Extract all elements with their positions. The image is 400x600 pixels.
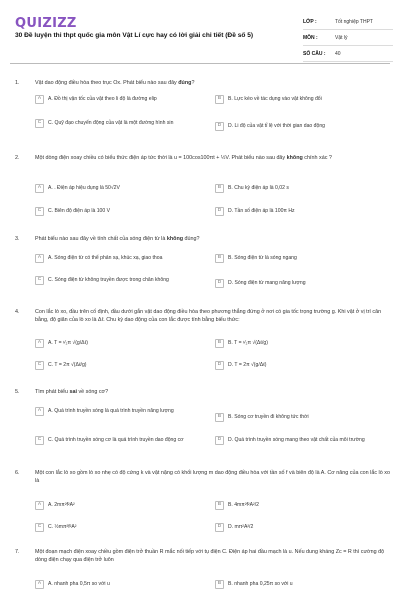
meta-row-subject <box>303 30 393 46</box>
meta-row-class <box>303 14 393 30</box>
header-divider <box>10 63 390 64</box>
question-text: Phát biểu nào sau đây về tính chất của sóng điện từ là không đúng? <box>35 236 200 242</box>
option-text: D. Tần số điện áp là 100π Hz <box>228 208 295 214</box>
header <box>0 0 400 58</box>
option-text: A. T = ¹⁄₂π √(g/Δℓ) <box>48 340 88 346</box>
question-text: Một con lắc lò xo gồm lò xo nhẹ có độ cứng k và vật nặng có khối lượng m dao động điều hòa với tần số f và biên độ là A. Cơ năng của con lắc lò xo là <box>35 470 390 484</box>
option-b[interactable] <box>215 185 378 193</box>
option-text: C. ½mπ²f²A² <box>48 524 77 530</box>
option-letter: A <box>35 95 44 104</box>
option-text: C. Biên độ điện áp là 100 V <box>48 208 111 214</box>
option-text: B. nhanh pha 0,25π so với u <box>228 581 293 587</box>
question-text: Vật dao động điều hòa theo trục Ox. Phát biểu nào sau đây đúng? <box>35 80 195 86</box>
option-letter: A <box>35 339 44 348</box>
option-text: B. Sóng cơ truyền đi không tức thời <box>228 414 309 420</box>
option-text: C. Quỹ đạo chuyển động của vật là một đường hình sin <box>48 120 174 126</box>
option-d[interactable] <box>215 208 378 216</box>
option-letter: C <box>35 207 44 216</box>
option-d[interactable] <box>215 362 378 370</box>
meta-key: LỚP : <box>303 18 317 25</box>
question-number: 3. <box>15 236 20 242</box>
option-letter: B <box>215 339 224 348</box>
option-b[interactable] <box>215 340 378 348</box>
option-a[interactable] <box>35 502 198 510</box>
option-letter: A <box>35 407 44 416</box>
question-number: 5. <box>15 389 20 395</box>
question-text: Con lắc lò xo, đầu trên cố định, đầu dưới gắn vật dao động điều hòa theo phương thẳng đứng ở nơi có gia tốc trọng trường g. Khi vật ở vị trí cân bằng, độ giãn của lò xo là Δℓ. Chu kỳ dao động của con lắc được tính bằng biểu thức: <box>35 309 382 323</box>
option-a[interactable] <box>35 408 198 416</box>
option-a[interactable] <box>35 255 198 263</box>
meta-key: SỐ CÂU : <box>303 50 326 57</box>
option-letter: A <box>35 254 44 263</box>
option-text: B. 4mπ²f²A²/2 <box>228 502 259 508</box>
option-text: B. Lực kéo về tác dụng vào vật không đổi <box>228 96 322 102</box>
option-text: A. nhanh pha 0,5π so với u <box>48 581 110 587</box>
option-letter: B <box>215 184 224 193</box>
meta-value: 40 <box>335 50 341 57</box>
option-d[interactable] <box>215 280 378 288</box>
option-text: D. Sóng điện từ mang năng lượng <box>228 280 306 286</box>
option-text: A. . Điện áp hiệu dụng là 50√2V <box>48 185 120 191</box>
option-letter: B <box>215 501 224 510</box>
question-number: 2. <box>15 155 20 161</box>
option-d[interactable] <box>215 524 378 532</box>
option-text: A. Quá trình truyền sóng là quá trình truyền năng lượng <box>48 408 174 414</box>
option-c[interactable] <box>35 120 198 128</box>
option-c[interactable] <box>35 524 198 532</box>
option-letter: A <box>35 580 44 589</box>
option-d[interactable] <box>215 123 378 131</box>
option-letter: D <box>215 361 224 370</box>
brand-logo: QUIZIZZ <box>15 16 77 31</box>
option-text: A. 2mπ²f²A² <box>48 502 75 508</box>
option-letter: D <box>215 207 224 216</box>
option-text: B. T = ¹⁄₂π √(Δℓ/g) <box>228 340 268 346</box>
option-letter: B <box>215 413 224 422</box>
option-letter: D <box>215 122 224 131</box>
option-letter: D <box>215 279 224 288</box>
option-text: D. Quá trình truyền sóng mang theo vật chất của môi trường <box>228 437 365 443</box>
option-a[interactable] <box>35 581 198 589</box>
meta-value: Vật lý <box>335 34 348 41</box>
option-text: C. Quá trình truyền sóng cơ là quá trình truyền dao động cơ <box>48 437 184 443</box>
option-text: C. Sóng điện từ không truyền được trong chân không <box>48 277 169 283</box>
option-c[interactable] <box>35 437 198 445</box>
option-text: B. Sóng điện từ là sóng ngang <box>228 255 297 261</box>
option-text: D. mπ²A²/2 <box>228 524 254 530</box>
option-text: D. T = 2π √(g/Δℓ) <box>228 362 267 368</box>
question-text: Một đoạn mạch điện xoay chiều gồm điện trở thuần R mắc nối tiếp với tụ điện C. Điện áp hai đầu mạch là u. Nếu dung kháng Zc = R thì cường độ dòng điện chạy qua điện trở luôn <box>35 549 385 563</box>
question-number: 7. <box>15 549 20 555</box>
option-letter: C <box>35 361 44 370</box>
option-letter: A <box>35 184 44 193</box>
option-c[interactable] <box>35 277 198 285</box>
option-a[interactable] <box>35 185 198 193</box>
quiz-title: 30 Đề luyện thi thpt quốc gia môn Vật Lí cực hay có lời giải chi tiết (Đề số 5) <box>15 32 254 39</box>
option-text: A. Sóng điện từ có thể phản xạ, khúc xạ, giao thoa <box>48 255 163 261</box>
question-text: Tìm phát biểu sai về sóng cơ? <box>35 389 109 395</box>
option-letter: B <box>215 580 224 589</box>
option-c[interactable] <box>35 362 198 370</box>
option-letter: B <box>215 254 224 263</box>
question-number: 4. <box>15 309 20 315</box>
option-letter: B <box>215 95 224 104</box>
option-b[interactable] <box>215 255 378 263</box>
option-letter: A <box>35 501 44 510</box>
meta-value: Tốt nghiệp THPT <box>335 18 373 25</box>
option-letter: D <box>215 436 224 445</box>
meta-key: MÔN : <box>303 34 318 41</box>
option-text: C. T = 2π √(Δℓ/g) <box>48 362 87 368</box>
option-text: B. Chu kỳ điện áp là 0,02 s <box>228 185 289 191</box>
meta-table <box>303 14 393 62</box>
option-b[interactable] <box>215 581 378 589</box>
option-text: A. Đồ thị vận tốc của vật theo li độ là đường elip <box>48 96 157 102</box>
question-text: Một dòng điện xoay chiều có biểu thức điện áp tức thời là u = 100cos100πt + ½V. Phát biểu nào sau đây không chính xác ? <box>35 155 332 161</box>
question-number: 1. <box>15 80 20 86</box>
option-letter: C <box>35 276 44 285</box>
option-b[interactable] <box>215 96 378 104</box>
option-text: D. Li độ của vật tỉ lệ với thời gian dao động <box>228 123 326 129</box>
option-letter: C <box>35 119 44 128</box>
option-letter: C <box>35 436 44 445</box>
option-a[interactable] <box>35 96 198 104</box>
option-c[interactable] <box>35 208 198 216</box>
option-a[interactable] <box>35 340 198 348</box>
option-b[interactable] <box>215 414 378 422</box>
meta-row-count <box>303 46 393 62</box>
option-letter: C <box>35 523 44 532</box>
option-b[interactable] <box>215 502 378 510</box>
option-letter: D <box>215 523 224 532</box>
option-d[interactable] <box>215 437 378 445</box>
question-number: 6. <box>15 470 20 476</box>
